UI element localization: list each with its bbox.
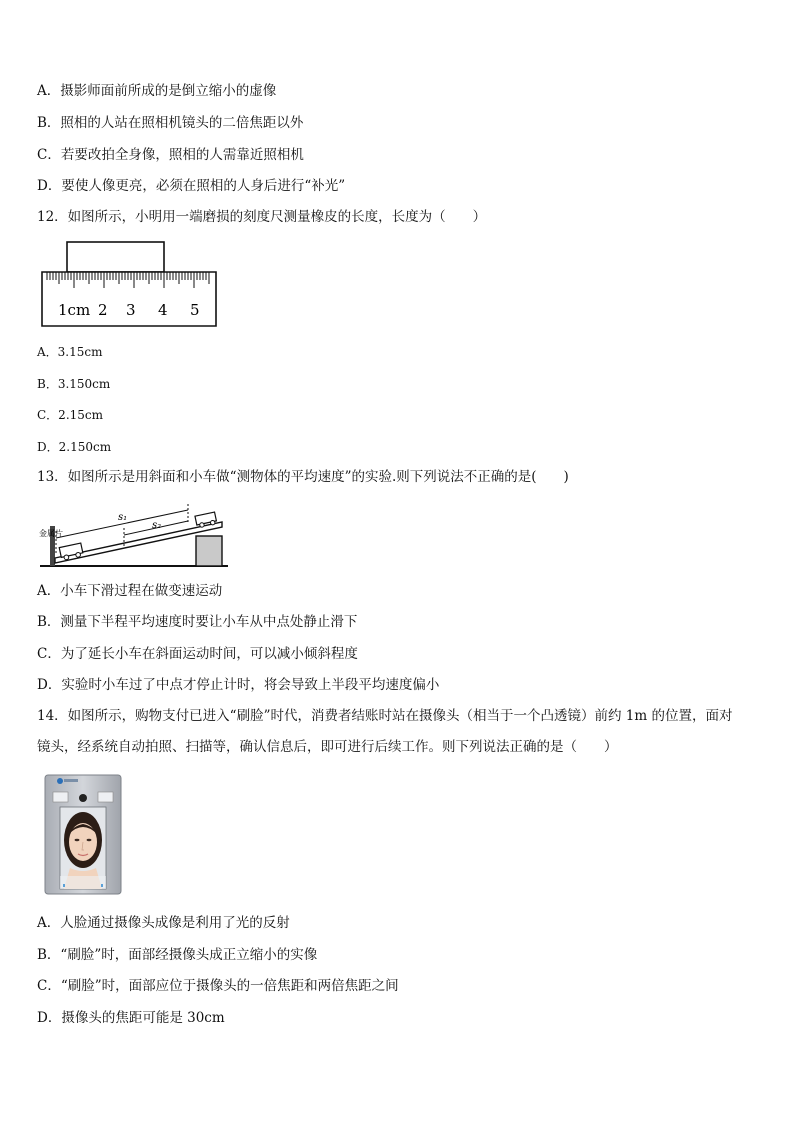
eraser-shape <box>67 242 164 272</box>
q14-stem-line2: 镜头，经系统自动拍照、扫描等，确认信息后，即可进行后续工作。则下列说法正确的是（ ） <box>37 739 618 755</box>
q11-option-a: A．摄影师面前所成的是倒立缩小的虚像 <box>37 83 277 99</box>
face-pay-device-figure <box>44 774 122 896</box>
support-block <box>196 536 222 566</box>
screen-footer-overlay <box>60 876 106 889</box>
q14-option-b: B．“刷脸”时，面部经摄像头成正立缩小的实像 <box>37 947 318 963</box>
camera-lens-icon <box>79 794 87 802</box>
ruler-label-5: 5 <box>190 301 200 319</box>
q14-option-d: D．摄像头的焦距可能是 30cm <box>37 1010 225 1026</box>
q13-option-b: B．测量下半程平均速度时要让小车从中点处静止滑下 <box>37 614 358 630</box>
ruler-label-4: 4 <box>158 301 168 319</box>
q11-option-b: B．照相的人站在照相机镜头的二倍焦距以外 <box>37 115 304 131</box>
brand-logo-icon <box>57 778 63 784</box>
q13-option-a: A．小车下滑过程在做变速运动 <box>37 583 223 599</box>
ruler-figure <box>40 240 220 328</box>
q14-option-c: C．“刷脸”时，面部应位于摄像头的一倍焦距和两倍焦距之间 <box>37 978 399 994</box>
sensor-left <box>53 792 68 802</box>
metal-plate-label: 金属片 <box>39 529 63 538</box>
sensor-right <box>98 792 113 802</box>
incline-figure <box>36 500 232 572</box>
q13-option-d: D．实验时小车过了中点才停止计时，将会导致上半段平均速度偏小 <box>37 677 440 693</box>
q11-option-d: D．要使人像更亮，必须在照相的人身后进行“补光” <box>37 178 346 194</box>
q14-stem-line1: 14．如图所示，购物支付已进入“刷脸”时代，消费者结账时站在摄像头（相当于一个凸透镜）前约 1m 的位置，面对 <box>37 708 733 724</box>
ruler-label-3: 3 <box>126 301 136 319</box>
screen-indicator-right <box>101 884 103 887</box>
q12-stem: 12．如图所示，小明用一端磨损的刻度尺测量橡皮的长度，长度为（ ） <box>37 209 487 225</box>
q12-option-a: A．3.15cm <box>37 345 103 359</box>
ruler-label-1cm: 1cm <box>58 301 91 319</box>
q13-option-c: C．为了延长小车在斜面运动时间，可以减小倾斜程度 <box>37 646 358 662</box>
screen-indicator-left <box>63 884 65 887</box>
q12-option-c: C．2.15cm <box>37 408 104 422</box>
s2-label: s₂ <box>152 520 162 531</box>
q12-option-b: B．3.150cm <box>37 377 111 391</box>
s1-label: s₁ <box>118 512 128 523</box>
q11-option-c: C．若要改拍全身像，照相的人需靠近照相机 <box>37 147 304 163</box>
q14-option-a: A．人脸通过摄像头成像是利用了光的反射 <box>37 915 290 931</box>
brand-logo-mark <box>64 779 78 782</box>
q12-option-d: D．2.150cm <box>37 440 112 454</box>
q13-stem: 13．如图所示是用斜面和小车做“测物体的平均速度”的实验.则下列说法不正确的是( ) <box>37 469 569 485</box>
ruler-label-2: 2 <box>98 301 108 319</box>
